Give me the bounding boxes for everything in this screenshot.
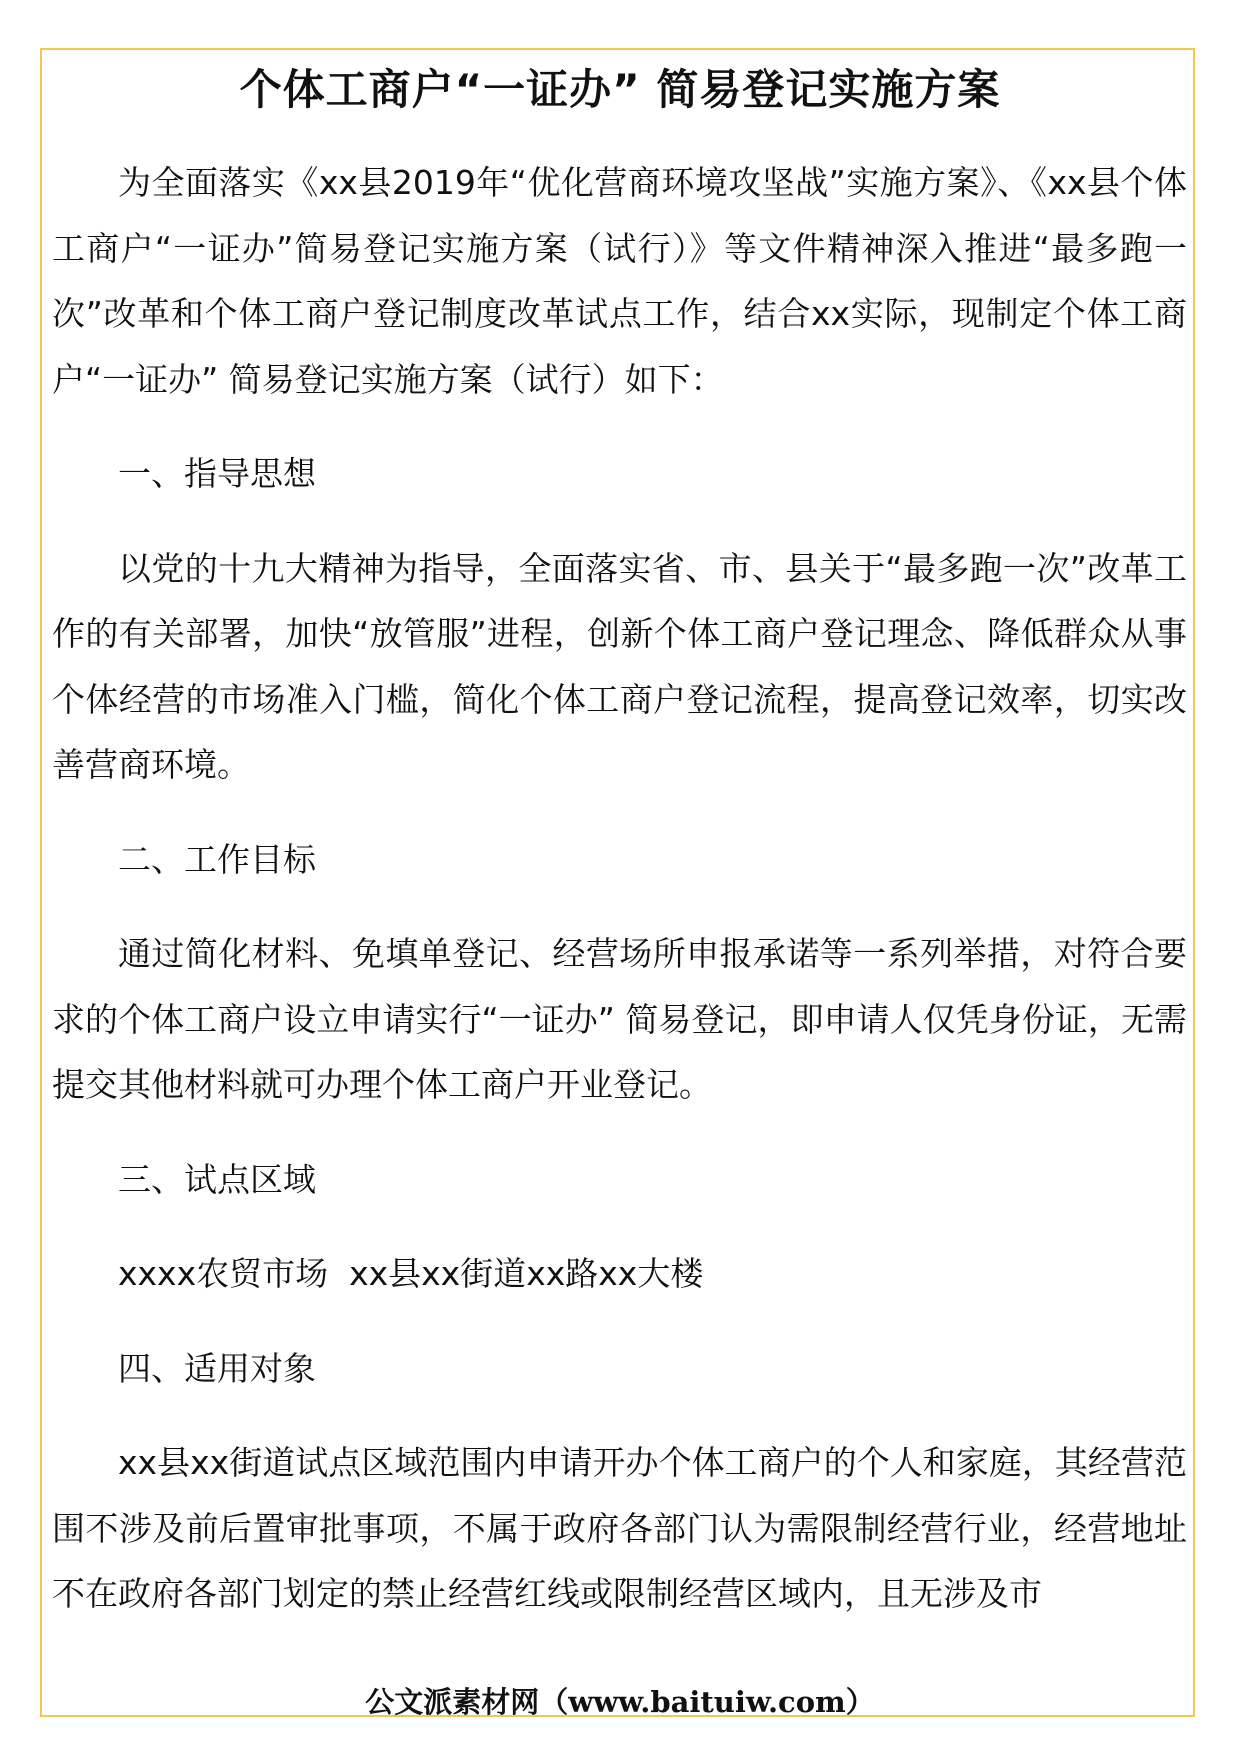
footer-watermark: 公文派素材网（www.baituiw.com）: [365, 1685, 875, 1719]
section-heading-1: 一、指导思想: [118, 454, 316, 493]
section-heading-2: 二、工作目标: [118, 839, 316, 879]
section-body-4: xx县xx街道试点区域范围内申请开办个体工商户的个人和家庭，其经营范围不涉及前后置审批事项，不属于政府各部门认为需限制经营行业，经营地址不在政府各部门划定的禁止经营红线或限制经营区域内，且无涉及市: [52, 1443, 1187, 1613]
section-heading-4: 四、适用对象: [118, 1348, 316, 1388]
document-body: [52, 150, 1187, 1656]
document-title: 个体工商户“一证办” 简易登记实施方案: [239, 65, 1001, 114]
section-body-1: 以党的十九大精神为指导，全面落实省、市、县关于“最多跑一次”改革工作的有关部署，加快“放管服”进程，创新个体工商户登记理念、降低群众从事个体经营的市场准入门槛，简化个体工商户登记流程，提高登记效率，切实改善营商环境。: [52, 548, 1187, 784]
section-body-3: xxxx农贸市场 xx县xx街道xx路xx大楼: [118, 1254, 704, 1293]
section-heading-3: 三、试点区域: [118, 1159, 316, 1199]
section-body-2: 通过简化材料、免填单登记、经营场所申报承诺等一系列举措，对符合要求的个体工商户设立申请实行“一证办” 简易登记，即申请人仅凭身份证，无需提交其他材料就可办理个体工商户开业登记。: [52, 934, 1187, 1104]
intro-paragraph: 为全面落实《xx县2019年“优化营商环境攻坚战”实施方案》、《xx县个体工商户“一证办”简易登记实施方案（试行）》等文件精神深入推进“最多跑一次”改革和个体工商户登记制度改革试点工作，结合xx实际，现制定个体工商户“一证办” 简易登记实施方案（试行）如下：: [52, 163, 1187, 399]
